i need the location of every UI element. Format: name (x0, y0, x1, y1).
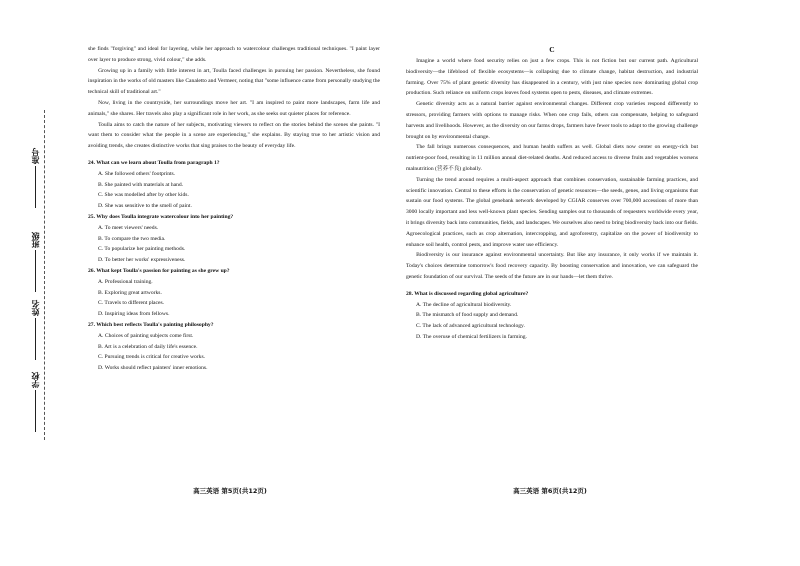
class-field: 班级 (30, 232, 41, 292)
option-b[interactable]: B. The mismatch of food supply and demand. (416, 312, 519, 319)
question-27 (88, 320, 380, 374)
section-title: C (549, 45, 555, 54)
question-25 (88, 212, 380, 266)
name-field: 姓名 (30, 300, 41, 360)
page-footer-left: 高三英语 第5页(共12页) (193, 487, 267, 495)
option-a[interactable]: A. The decline of agricultural biodiversity. (416, 301, 512, 308)
exam-number-field: 准号 (30, 148, 41, 208)
option-a[interactable]: A. Professional training. (98, 278, 153, 285)
option-b[interactable]: B. Art is a celebration of daily life's essence. (98, 343, 198, 350)
option-b[interactable]: B. To compare the two media. (98, 235, 166, 242)
option-a[interactable]: A. To meet viewers' needs. (98, 224, 159, 231)
page-footer-right: 高三英语 第6页(共12页) (513, 487, 587, 495)
question-28 (406, 289, 698, 343)
option-b[interactable]: B. She painted with materials at hand. (98, 181, 184, 188)
passage-paragraph: Toulla aims to catch the nature of her subjects, motivating viewers to reflect on the stories behind the scenes she paints. "I want them to consider what the people in a scene are experiencing," she explains. By staying true to her artistic vision and avoiding trends, she creates distinctive works that sing praises to the beauty of everyday life. (88, 121, 380, 150)
question-stem: 24. What can we learn about Toulla from paragraph 1? (88, 159, 220, 166)
option-a[interactable]: A. She followed others' footprints. (98, 170, 176, 177)
option-d[interactable]: D. The overuse of chemical fertilizers in farming. (416, 333, 527, 340)
question-stem: 27. Which best reflects Toulla's painting philosophy? (88, 321, 214, 328)
option-c[interactable]: C. The lack of advanced agricultural technology. (416, 323, 525, 330)
passage-paragraph: The fall brings numerous consequences, and human health suffers as well. Global diets now center on energy-rich but nutrient-poor food, resulting in 11 million annual diet-related deaths. And reduced access to diverse fruits and vegetables worsens malnutrition (营养不良) globally. (406, 144, 698, 172)
option-d[interactable]: D. She was sensitive to the smell of paint. (98, 203, 192, 210)
option-d[interactable]: D. Works should reflect painters' inner emotions. (98, 365, 208, 372)
passage-paragraph: Biodiversity is our insurance against environmental uncertainty. But like any insurance, it only works if we maintain it. Today's choices determine tomorrow's food recovery capacity. By boosting conservation and innovation, we can safeguard the genetic foundation of our survival. The seeds of the future are in our hands—let them thrive. (406, 252, 698, 280)
passage-paragraph: Genetic diversity acts as a natural barrier against environmental changes. Different crop varieties respond differently to stressors, providing farmers with options to manage risks. When one crop fails, others can compensate, helping to safeguard harvests and livelihoods. However, as the diversity on our farms drops, farmers have fewer tools to adapt to the growing challenge brought on by environmental change. (406, 101, 698, 140)
binding-margin (0, 0, 60, 566)
passage-paragraph: she finds "forgiving" and ideal for layering, while her approach to watercolour challenges traditional techniques. "I paint layer over layer to produce strong, vivid colour," she adds. (88, 46, 380, 63)
option-c[interactable]: C. Pursuing trends is critical for creative works. (98, 354, 206, 361)
cut-line (44, 110, 45, 440)
left-page (88, 44, 380, 374)
question-stem: 28. What is discussed regarding global agriculture? (406, 290, 529, 297)
passage-paragraph: Turning the trend around requires a multi-aspect approach that combines conservation, sustainable farming practices, and scientific innovation. Central to these efforts is the conservation of genetic resources—the seeds, genes, and living organisms that sustain our food systems. The global genebank network developed by CGIAR conserves over 700,000 accessions of more than 3000 locally important and less well-known plant species. Sending samples out to thousands of requesters worldwide every year, it brings diversity back into communities, fields, and landscapes. We ourselves also need to bring biodiversity back into our fields. Agroecological practices, such as crop alternation, intercropping, and agroforestry, capitalize on the power of biodiversity to enhance soil health, control pests, and improve water use efficiency. (406, 176, 698, 248)
question-stem: 25. Why does Toulla integrate watercolour into her painting? (88, 213, 234, 220)
option-a[interactable]: A. Choices of painting subjects come first. (98, 332, 194, 339)
passage-paragraph: Growing up in a family with little interest in art, Toulla faced challenges in pursuing her passion. Nevertheless, she found inspiration in the works of old masters like Canaletto and Vermeer, noting that "some influence came from personally studying the technical skill of traditional art." (88, 67, 380, 96)
option-c[interactable]: C. She was modelled after by other kids. (98, 192, 189, 199)
passage-paragraph: Imagine a world where food security relies on just a few crops. This is not fiction but our current path. Agricultural biodiversity—the lifeblood of flexible ecosystems—is collapsing due to climate change, habitat destruction, and industrial farming. Over 75% of plant genetic diversity has disappeared in a century, with just nine species now dominating global crop production. Such reliance on uniform crops leaves food systems open to pests, diseases, and climate extremes. (406, 58, 698, 97)
question-26 (88, 266, 380, 320)
option-d[interactable]: D. To better her works' expressiveness. (98, 257, 186, 264)
option-c[interactable]: C. Travels to different places. (98, 300, 165, 307)
school-field: 学校 (30, 372, 41, 432)
question-stem: 26. What kept Toulla's passion for painting as she grew up? (88, 267, 230, 274)
right-page (406, 44, 698, 343)
option-d[interactable]: D. Inspiring ideas from fellows. (98, 311, 170, 318)
passage-paragraph: Now, living in the countryside, her surroundings move her art. "I am inspired to paint more landscapes, farm life and animals," she shares. Her travels also play a significant role in her work, as she seeks out quieter places for reference. (88, 99, 380, 117)
question-24 (88, 158, 380, 212)
option-b[interactable]: B. Exploring great artworks. (98, 289, 162, 296)
option-c[interactable]: C. To popularize her painting methods. (98, 246, 186, 253)
